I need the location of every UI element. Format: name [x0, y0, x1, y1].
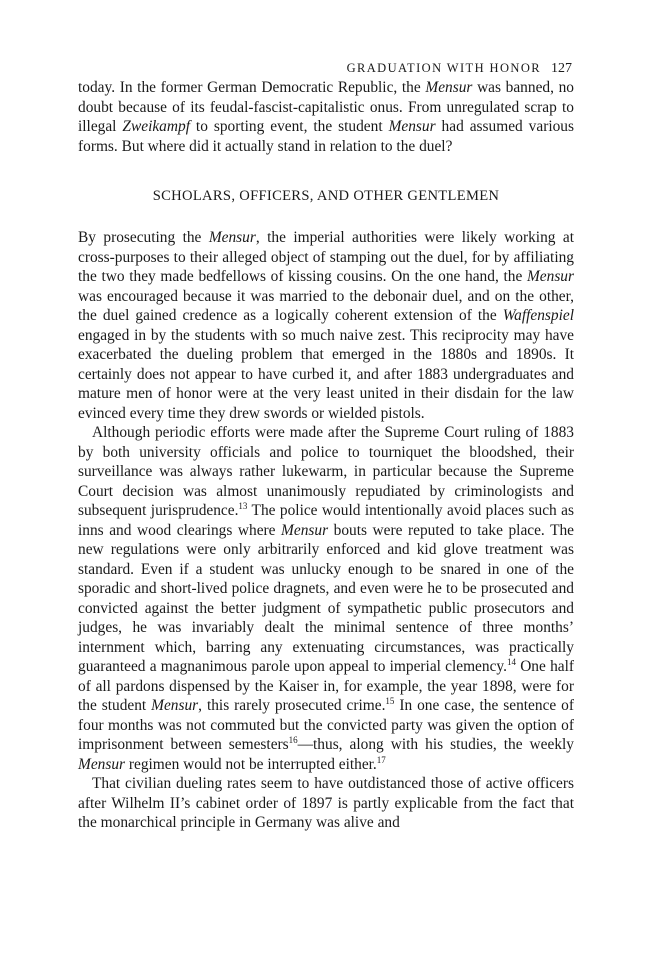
italic-term: Mensur [78, 755, 126, 773]
text-run: today. In the former German Democratic Republic, the [78, 79, 426, 96]
footnote-ref: 17 [376, 754, 386, 765]
text-run: , the imperial authorities were likely working at cross-purposes to their alleged object of stamping out the duel, for by affiliating the two they made bedfellows of kissing cousins. On the one hand, the [78, 229, 574, 285]
italic-term: Mensur [425, 79, 473, 96]
body-paragraph-2 [78, 423, 574, 774]
text-run: , this rarely prosecuted crime. [198, 697, 386, 714]
text-run: That civilian dueling rates seem to have outdistanced those of active officers after Wilhelm II’s cabinet order of 1897 is partly explicable from the fact that the monarchical principle in Germany was alive and [78, 775, 574, 831]
footnote-ref: 15 [385, 696, 395, 706]
text-run: was banned, no doubt because of its feudal-fascist-capitalistic onus. From unregulated scrap to illegal [78, 79, 574, 135]
italic-term: Waffenspiel [502, 307, 574, 324]
italic-term: Zweikampf [122, 118, 190, 135]
text-run: Although periodic efforts were made after the Supreme Court ruling of 1883 by both university officials and police to tourniquet the bloodshed, their surveillance was always rather lukewarm, in particular because the Supreme Court decision was almost unanimously repudiated by criminologists and subsequent jurisprudence. [78, 424, 574, 519]
intro-paragraph [78, 78, 574, 156]
running-title: GRADUATION WITH HONOR [346, 61, 541, 75]
italic-term: Mensur [388, 118, 436, 135]
text-run: engaged in by the students with so much naive zest. This reciprocity may have exacerbated the dueling problem that emerged in the 1880s and 1890s. It certainly does not appear to have curbed it, and after 1883 undergraduates and mature men of honor were at the very least united in their disdain for the law evinced every time they drew swords or wielded pistols. [78, 326, 574, 422]
italic-term: Mensur [281, 521, 329, 539]
italic-term: Mensur [526, 268, 574, 285]
text-run: regimen would not be interrupted either. [125, 755, 377, 773]
italic-term: Mensur [151, 697, 199, 714]
book-page [78, 58, 574, 833]
text-run: to sporting event, the student [189, 118, 389, 135]
text-run: was encouraged because it was married to the debonair duel, and on the other, the duel gained credence as a logically coherent extension of the [78, 287, 574, 324]
body-paragraph-1 [78, 228, 574, 423]
text-run: One half of all pardons dispensed by the Kaiser in, for example, the year 1898, were for the student [78, 658, 574, 714]
body-paragraph-3 [78, 774, 574, 833]
section-heading: SCHOLARS, OFFICERS, AND OTHER GENTLEMEN [152, 188, 500, 204]
page-number: 127 [551, 61, 572, 76]
footnote-ref: 14 [506, 657, 516, 667]
text-run: The police would intentionally avoid places such as inns and wood clearings where [78, 502, 574, 539]
text-run: In one case, the sentence of four months was not commuted but the convicted party was given the option of imprisonment between semesters [78, 697, 574, 753]
footnote-ref: 13 [238, 501, 248, 511]
footnote-ref: 16 [288, 735, 298, 745]
text-run: bouts were reputed to take place. The new regulations were only arbitrarily enforced and kid glove treatment was standard. Even if a student was unlucky enough to be snared in one of the sporadic and short-lived police dragnets, and even were he to be prosecuted and convicted against the better judgment of sympathetic public prosecutors and judges, he was invariably dealt the minimal sentence of three months’ internment which, barring any extenuating circumstances, was practically guaranteed a magnanimous parole upon appeal to imperial clemency. [78, 521, 574, 675]
text-run: By prosecuting the [78, 229, 209, 246]
running-header [78, 58, 574, 78]
italic-term: Mensur [208, 229, 256, 246]
text-run: —thus, along with his studies, the weekly [297, 736, 574, 753]
text-run: had assumed various forms. But where did it actually stand in relation to the duel? [78, 118, 574, 155]
